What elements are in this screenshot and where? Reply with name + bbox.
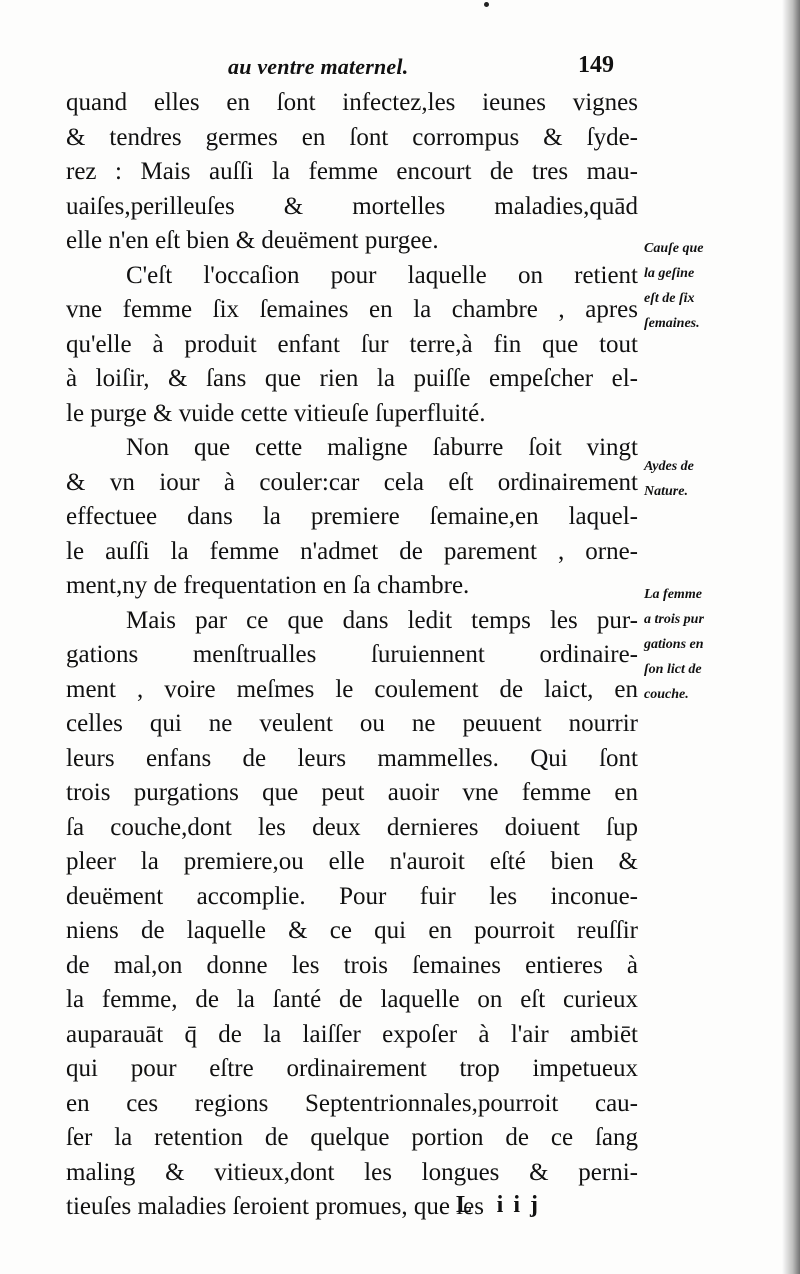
text-line: maling & vitieux,dont les longues & perni- xyxy=(66,1158,638,1186)
margin-note-femme xyxy=(644,582,784,707)
text-line: ſer la retention de quelque portion de ce ſang xyxy=(66,1124,638,1151)
margin-note-line: a trois pur xyxy=(644,612,704,627)
text-line: niens de laquelle & ce qui en pourroit reuſſir xyxy=(66,917,638,944)
margin-note-line: eſt de ſix xyxy=(644,291,695,306)
text-line: à loiſir, & ſans que rien la puiſſe empeſcher el- xyxy=(66,365,638,392)
page-blemish xyxy=(484,2,489,7)
text-line: le purge & vuide cette vitieuſe ſuperfluité. xyxy=(66,399,486,427)
text-line: & tendres germes en ſont corrompus & ſyde- xyxy=(66,123,638,151)
text-line: elle n'en eſt bien & deuëment purgee. xyxy=(66,227,439,254)
page-number: 149 xyxy=(578,52,614,78)
running-head: au ventre maternel. xyxy=(228,54,409,79)
text-line: gations menſtrualles ſuruiennent ordinaire- xyxy=(66,641,638,668)
margin-note-cause xyxy=(644,236,784,336)
text-line: & vn iour à couler:car cela eſt ordinairement xyxy=(66,468,638,496)
text-line: rez : Mais auſſi la femme encourt de tres mau- xyxy=(66,158,638,185)
margin-note-line: La femme xyxy=(644,587,702,602)
margin-note-line: Aydes de xyxy=(644,459,694,474)
text-line: celles qui ne veulent ou ne peuuent nourrir xyxy=(66,710,638,737)
signature-mark: L iij xyxy=(456,1192,549,1218)
text-line: uaiſes,perilleuſes & mortelles maladies,quād xyxy=(66,192,638,220)
text-line: en ces regions Septentrionnales,pourroit cau- xyxy=(66,1089,638,1117)
text-line: vne femme ſix ſemaines en la chambre , apres xyxy=(66,296,638,323)
text-line: tieuſes maladies ſeroient promues, que les xyxy=(66,1193,484,1220)
text-line: ſa couche,dont les deux dernieres doiuent ſup xyxy=(66,813,638,841)
margin-note-line: Cauſe que xyxy=(644,241,704,256)
text-line: C'eſt l'occaſion pour laquelle on retient xyxy=(126,261,638,289)
margin-note-line: la geſine xyxy=(644,266,695,281)
margin-note-aydes xyxy=(644,454,784,504)
text-line: ment,ny de frequentation en ſa chambre. xyxy=(66,572,470,599)
text-line: de mal,on donne les trois ſemaines entieres à xyxy=(66,951,638,979)
text-line: deuëment accomplie. Pour fuir les inconue- xyxy=(66,882,638,910)
text-line: trois purgations que peut auoir vne femme en xyxy=(66,779,638,806)
text-line: pleer la premiere,ou elle n'auroit eſté bien & xyxy=(66,848,638,875)
text-line: qu'elle à produit enfant ſur terre,à fin que tout xyxy=(66,330,638,358)
margin-note-line: couche. xyxy=(644,687,689,702)
text-line: quand elles en ſont infectez,les ieunes vignes xyxy=(66,89,638,116)
margin-note-line: gations en xyxy=(644,637,704,652)
text-line: le auſſi la femme n'admet de parement , orne- xyxy=(66,537,638,565)
text-line: auparauāt q̄ de la laiſſer expoſer à l'air ambiēt xyxy=(66,1020,638,1048)
text-line: la femme, de la ſanté de laquelle on eſt curieux xyxy=(66,986,638,1013)
text-line: effectuee dans la premiere ſemaine,en laquel- xyxy=(66,503,638,530)
body-text xyxy=(66,86,638,1225)
margin-note-line: ſemaines. xyxy=(644,316,700,331)
margin-note-line: Nature. xyxy=(644,484,688,499)
text-line: ment , voire meſmes le coulement de laict, en xyxy=(66,675,638,703)
text-line: Mais par ce que dans ledit temps les pur- xyxy=(126,606,638,634)
text-line: leurs enfans de leurs mammelles. Qui ſont xyxy=(66,744,638,772)
page-edge-shadow xyxy=(782,0,800,1274)
text-line: Non que cette maligne ſaburre ſoit vingt xyxy=(126,434,638,461)
margin-note-line: ſon lict de xyxy=(644,662,702,677)
text-line: qui pour eſtre ordinairement trop impetueux xyxy=(66,1055,638,1082)
